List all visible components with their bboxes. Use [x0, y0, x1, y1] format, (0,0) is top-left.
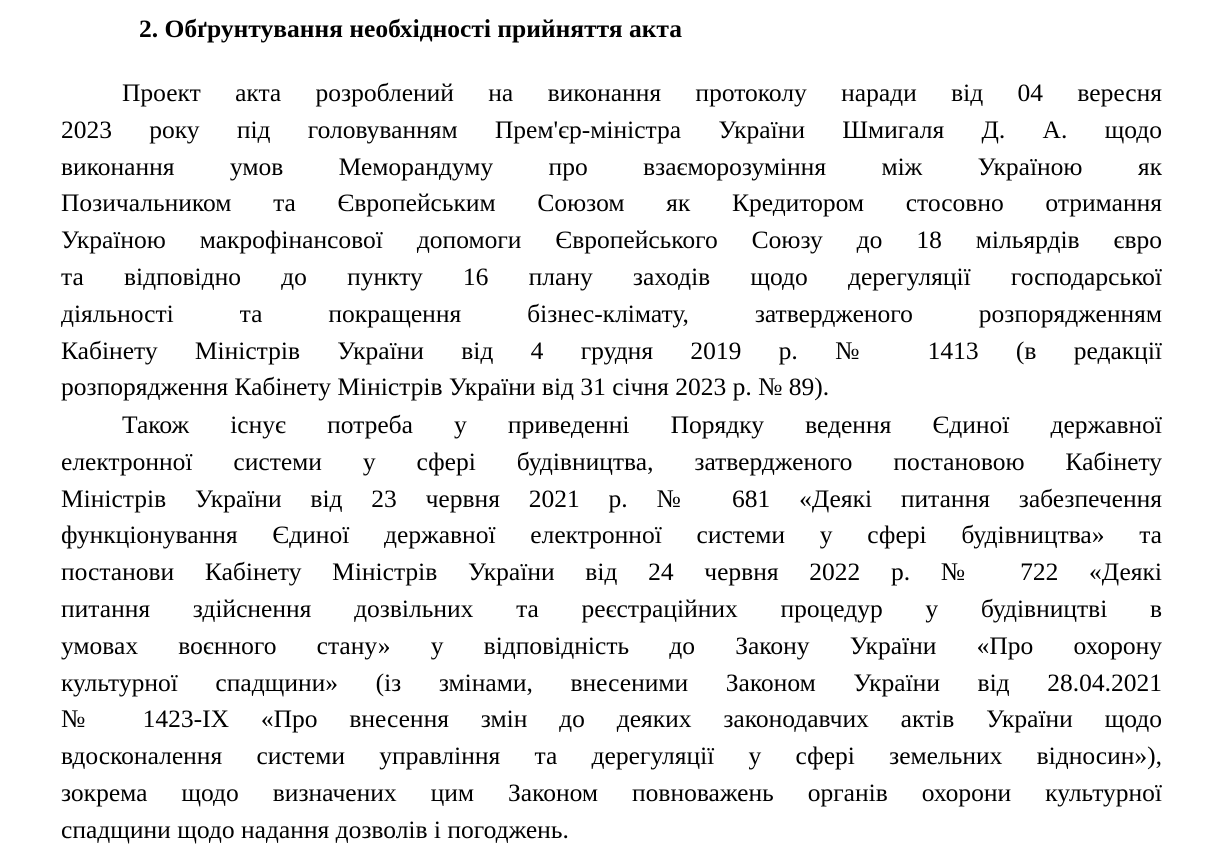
paragraph-line: умовах воєнного стану» у відповідність до Закону України «Про охорону	[61, 630, 1162, 660]
paragraph-line: функціонування Єдиної державної електронної системи у сфері будівництва» та	[61, 520, 1162, 550]
paragraph-line: електронної системи у сфері будівництва, затвердженого постановою Кабінету	[61, 446, 1162, 476]
paragraph-line: та відповідно до пункту 16 плану заходів щодо дерегуляції господарської	[61, 261, 1162, 291]
paragraph-line: Проект акта розроблений на виконання протоколу наради від 04 вересня	[122, 78, 1162, 107]
paragraph-line: № 1423-IX «Про внесення змін до деяких законодавчих актів України щодо	[61, 704, 1162, 734]
paragraph-line: зокрема щодо визначених цим Законом повноважень органів охорони культурної	[61, 777, 1162, 807]
paragraph-line: Кабінету Міністрів України від 4 грудня 2019 р. № 1413 (в редакції	[61, 335, 1162, 365]
paragraph-line: постанови Кабінету Міністрів України від 24 червня 2022 р. № 722 «Деякі	[61, 557, 1162, 587]
section-heading: 2. Обґрунтування необхідності прийняття акта	[139, 14, 682, 43]
paragraph-line: діяльності та покращення бізнес-клімату, затвердженого розпорядженням	[61, 298, 1162, 328]
paragraph-line: Україною макрофінансової допомоги Європейського Союзу до 18 мільярдів євро	[61, 225, 1162, 255]
paragraph-line: Також існує потреба у приведенні Порядку ведення Єдиної державної	[122, 410, 1162, 439]
paragraph-project-basis	[61, 75, 1162, 406]
paragraph-line: 2023 року під головуванням Прем'єр-міністра України Шмигаля Д. А. щодо	[61, 114, 1162, 144]
paragraph-line: розпорядження Кабінету Міністрів України від 31 січня 2023 р. № 89).	[61, 372, 830, 402]
paragraph-line: культурної спадщини» (із змінами, внесеними Законом України від 28.04.2021	[61, 667, 1162, 697]
paragraph-line: спадщини щодо надання дозволів і погоджень.	[61, 814, 569, 844]
paragraph-line: Міністрів України від 23 червня 2021 р. № 681 «Деякі питання забезпечення	[61, 483, 1162, 513]
paragraph-line: вдосконалення системи управління та дерегуляції у сфері земельних відносин»),	[61, 741, 1162, 771]
paragraph-alignment-need	[61, 407, 1162, 849]
paragraph-line: Позичальником та Європейським Союзом як Кредитором стосовно отримання	[61, 188, 1162, 218]
paragraph-line: виконання умов Меморандуму про взаєморозуміння між Україною як	[61, 151, 1162, 181]
paragraph-line: питання здійснення дозвільних та реєстраційних процедур у будівництві в	[61, 593, 1162, 623]
